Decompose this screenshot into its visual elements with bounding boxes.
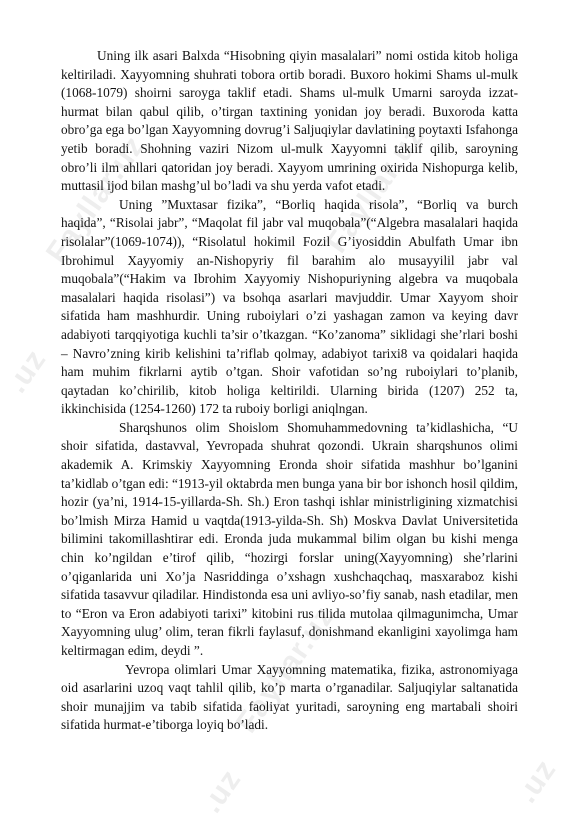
paragraph: Yevropa olimlari Umar Xayyomning matematika, fizika, astronomiyaga oid asarlarini uzoq vaqt tahlil qilib, ko’p marta o’rganadilar. Saljuqiylar saltanatida shoir munajjim va tabib sifatida faoliyat yuritadi, saroyning eng martabali shoiri sifatida hurmat-e’tiborga loyiq bo’ladi. [61, 661, 518, 733]
watermark: Fayllar.uz [320, 119, 432, 259]
watermark: .uz [195, 763, 248, 819]
watermark: .uz [510, 753, 563, 809]
document-body [61, 47, 518, 735]
watermark: Fayllar.uz [40, 129, 152, 269]
watermark: Fayllar.uz [230, 599, 342, 739]
paragraph: Sharqshunos olim Shoislom Shomuhammedovning ta’kidlashicha, “U shoir sifatida, dastavval, Yevropada shuhrat qozondi. Ukrain sharqshunos olimi akademik A. Krimskiy Xayyomning Eronda shoir sifatida mashhur bo’lganini ta’kidlab o’tgan edi: “1913-yil oktabrda men bunga yana bir bor ishonch hosil qildim, hozir (ya’ni, 1914-15-yillarda-Sh. Sh.) Eron tashqi ishlar ministrligining xizmatchisi bo’lmish Mirza Hamid u vaqtda(1913-yilda-Sh. Sh) Moskva Davlat Universitetida bilimini takomillashtirar edi. Eronda juda mukammal bilim olgan bu kishi menga chin ko’ngildan e’tirof qilib, “hozirgi forslar uning(Xayyomning) she’rlarini o’qiganlarida uni Xo’ja Nasriddinga o’xshagn xushchaqchaq, masxaraboz kishi sifatida tasavvur qiladilar. Hindistonda esa uni avliyo-so’fiy sanab, nash etadilar, men to “Eron va Eron adabiyoti tarixi” kitobini rus tilida mutolaa qilmagunimcha, Umar Xayyomning ulug’ olim, teran fikrli faylasuf, donishmand ekanligini xayolimga ham keltirmagan edim, deydi ”. [61, 419, 518, 658]
paragraph: Uning ilk asari Balxda “Hisobning qiyin masalalari” nomi ostida kitob holiga keltiriladi. Xayyomning shuhrati tobora ortib boradi. Buxoro hokimi Shams ul-mulk (1068-1079) shoirni saroyga taklif etadi. Shams ul-mulk Umarni saroyda izzat-hurmat bilan qabul qilib, o’tirgan taxtining yonidan joy beradi. Buxoroda katta obro’ga ega bo’lgan Xayyomning dovrug’i Saljuqiylar davlatining poytaxti Isfahonga yetib boradi. Shohning vaziri Nizom ul-mulk Xayyomni taklif qilib, saroyning obro’li ilm ahllari qatoridan joy beradi. Xayyom umrining oxirida Nishopurga kelib, muttasil ijod bilan mashg’ul bo’ladi va shu yerda vafot etadi. [61, 48, 518, 194]
watermark: .uz [0, 343, 53, 399]
paragraph: Uning ”Muxtasar fizika”, “Borliq haqida risola”, “Borliq va burch haqida”, “Risolai jabr”, “Maqolat fil jabr val muqobala”(“Algebra masalalari haqida risolalar”(1069-1074)), “Risolatul hokimil Fozil G’iyosiddin Abulfath Umar ibn Ibrohimul Xayyomiy an-Nishopyriy fil barahim alo musayyilil jabr val muqobala”(“Hakim va Ibrohim Xayyomiy Nishopuriyning algebra va muqobala masalalari haqida risolasi”) va bsohqa asarlari mavjuddir. Umar Xayyom shoir sifatida ham mashhurdir. Uning ruboiylari o’zi yashagan zamon va keying davr adabiyoti tarqqiyotiga kuchli ta’sir o’tkazgan. “Ko’zanoma” siklidagi she’rlari boshi – Navro’zning kirib kelishini ta’riflab qolmay, adabiyot tarixi8 va qoidalari haqida ham muhim fikrlarni aytib o’tgan. Shoir vafotidan so’ng ruboiylari to’planib, qaytadan ko’chirilib, kitob holiga keltirildi. Ularning birida (1207) 252 ta, ikkinchisida (1254-1260) 172 ta ruboiy borligi aniqlngan. [61, 196, 518, 417]
